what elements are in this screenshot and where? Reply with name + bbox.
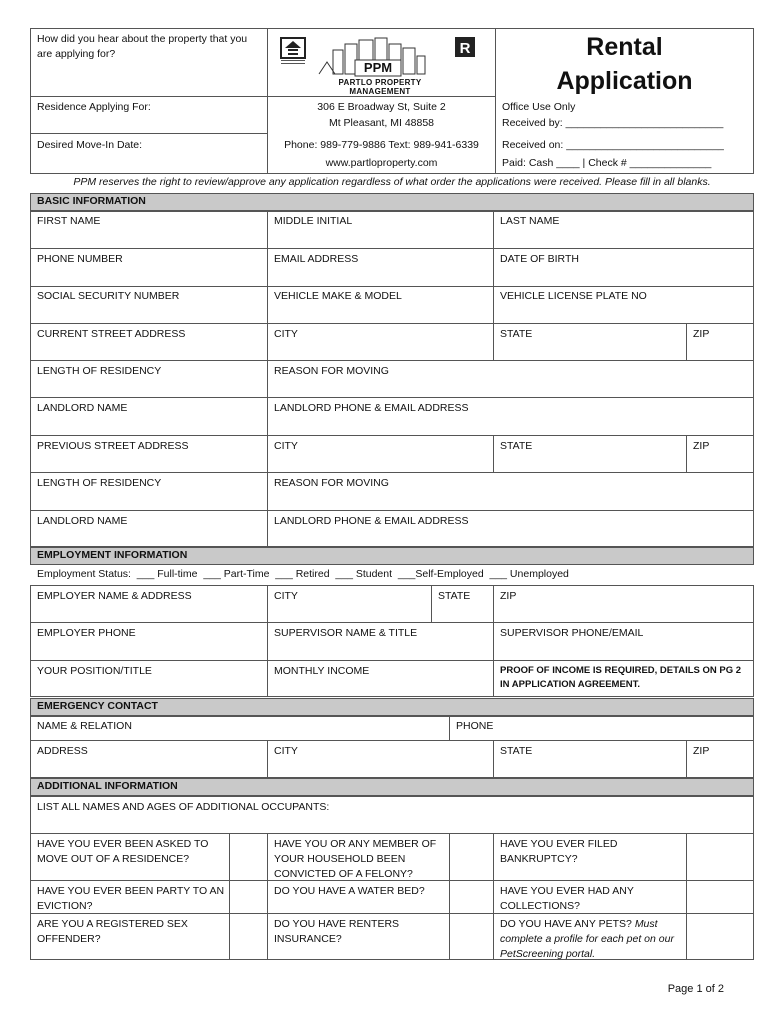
received-on: Received on: ___________________________ xyxy=(502,139,724,151)
emergency-address-field[interactable]: ADDRESS xyxy=(37,745,88,757)
emergency-name-field[interactable]: NAME & RELATION xyxy=(37,720,132,732)
supervisor-field[interactable]: SUPERVISOR NAME & TITLE xyxy=(274,627,418,639)
employment-status-line[interactable]: Employment Status: ___ Full-time ___ Part-Time ___ Retired ___ Student ___Self-Employed ___ Unemployed xyxy=(37,568,569,580)
previous-city-field[interactable]: CITY xyxy=(274,440,298,452)
vehicle-field[interactable]: VEHICLE MAKE & MODEL xyxy=(274,290,402,302)
current-length-residency-field[interactable]: LENGTH OF RESIDENCY xyxy=(37,365,162,377)
current-landlord-name-field[interactable]: LANDLORD NAME xyxy=(37,402,128,414)
previous-length-residency-field[interactable]: LENGTH OF RESIDENCY xyxy=(37,477,162,489)
additional-occupants-field[interactable]: LIST ALL NAMES AND AGES OF ADDITIONAL OCCUPANTS: xyxy=(37,801,330,813)
equal-housing-icon xyxy=(279,36,307,66)
current-city-field[interactable]: CITY xyxy=(274,328,298,340)
title-rental: Rental xyxy=(586,33,663,61)
q-move-out: HAVE YOU EVER BEEN ASKED TO MOVE OUT OF A RESIDENCE? xyxy=(37,838,209,866)
q-sex-offender: ARE YOU A REGISTERED SEX OFFENDER? xyxy=(37,918,188,946)
address-line1: 306 E Broadway St, Suite 2 xyxy=(317,101,446,113)
q-felony: HAVE YOU OR ANY MEMBER OF YOUR HOUSEHOLD BEEN CONVICTED OF A FELONY? xyxy=(274,838,437,881)
employer-phone-field[interactable]: EMPLOYER PHONE xyxy=(37,627,136,639)
desired-move-in-label: Desired Move-In Date: xyxy=(37,139,143,151)
a-move-out[interactable] xyxy=(230,834,267,880)
employer-zip-field[interactable]: ZIP xyxy=(500,590,517,602)
ppm-logo-text: PPM xyxy=(363,60,393,75)
monthly-income-field[interactable]: MONTHLY INCOME xyxy=(274,665,370,677)
email-field[interactable]: EMAIL ADDRESS xyxy=(274,253,359,265)
phone-field[interactable]: PHONE NUMBER xyxy=(37,253,123,265)
phone-line: Phone: 989-779-9886 Text: 989-941-6339 xyxy=(284,139,479,151)
notice: PPM reserves the right to review/approve any application regardless of what order the applications were received. Please fill in all blanks. xyxy=(73,176,711,188)
title-application: Application xyxy=(556,67,693,95)
realtor-icon xyxy=(454,36,476,64)
ssn-field[interactable]: SOCIAL SECURITY NUMBER xyxy=(37,290,180,302)
plate-field[interactable]: VEHICLE LICENSE PLATE NO xyxy=(500,290,647,302)
emergency-state-field[interactable]: STATE xyxy=(500,745,533,757)
emergency-phone-field[interactable]: PHONE xyxy=(456,720,494,732)
received-by: Received by: ___________________________ xyxy=(502,117,724,129)
proof-of-income-note: PROOF OF INCOME IS REQUIRED, DETAILS ON PG 2 IN APPLICATION AGREEMENT. xyxy=(500,665,742,690)
q-waterbed: DO YOU HAVE A WATER BED? xyxy=(274,885,425,897)
previous-street-field[interactable]: PREVIOUS STREET ADDRESS xyxy=(37,440,189,452)
previous-zip-field[interactable]: ZIP xyxy=(693,440,710,452)
middle-initial-field[interactable]: MIDDLE INITIAL xyxy=(274,215,353,227)
website: www.partloproperty.com xyxy=(325,157,438,169)
a-felony[interactable] xyxy=(450,834,493,880)
a-renters-insurance[interactable] xyxy=(450,914,493,960)
first-name-field[interactable]: FIRST NAME xyxy=(37,215,101,227)
emergency-zip-field[interactable]: ZIP xyxy=(693,745,710,757)
last-name-field[interactable]: LAST NAME xyxy=(500,215,560,227)
a-sex-offender[interactable] xyxy=(230,914,267,960)
hear-about-label: How did you hear about the property that you are applying for? xyxy=(37,33,248,61)
ppm-logo xyxy=(307,36,453,96)
q-pets-note: Must complete a profile for each pet on our PetScreening portal. xyxy=(500,918,674,961)
current-street-field[interactable]: CURRENT STREET ADDRESS xyxy=(37,328,186,340)
q-eviction: HAVE YOU EVER BEEN PARTY TO AN EVICTION? xyxy=(37,885,225,913)
paid-line: Paid: Cash ____ | Check # ______________ xyxy=(502,157,712,169)
q-pets-label: DO YOU HAVE ANY PETS? xyxy=(500,918,632,930)
position-field[interactable]: YOUR POSITION/TITLE xyxy=(37,665,152,677)
emergency-header: EMERGENCY CONTACT xyxy=(30,698,754,716)
a-collections[interactable] xyxy=(687,881,753,913)
residence-applying-label: Residence Applying For: xyxy=(37,101,151,113)
current-landlord-contact-field[interactable]: LANDLORD PHONE & EMAIL ADDRESS xyxy=(274,402,469,414)
employer-name-field[interactable]: EMPLOYER NAME & ADDRESS xyxy=(37,590,192,602)
svg-text:R: R xyxy=(459,40,471,57)
previous-reason-moving-field[interactable]: REASON FOR MOVING xyxy=(274,477,389,489)
a-waterbed[interactable] xyxy=(450,881,493,913)
employment-header: EMPLOYMENT INFORMATION xyxy=(30,547,754,565)
q-collections: HAVE YOU EVER HAD ANY COLLECTIONS? xyxy=(500,885,634,913)
q-pets xyxy=(494,914,686,963)
current-zip-field[interactable]: ZIP xyxy=(693,328,710,340)
q-bankruptcy: HAVE YOU EVER FILED BANKRUPTCY? xyxy=(500,838,618,866)
emergency-city-field[interactable]: CITY xyxy=(274,745,298,757)
a-eviction[interactable] xyxy=(230,881,267,913)
additional-header: ADDITIONAL INFORMATION xyxy=(30,778,754,796)
a-bankruptcy[interactable] xyxy=(687,834,753,880)
employer-state-field[interactable]: STATE xyxy=(438,590,471,602)
basic-info-header: BASIC INFORMATION xyxy=(30,193,754,211)
q-renters-insurance: DO YOU HAVE RENTERS INSURANCE? xyxy=(274,918,400,946)
previous-state-field[interactable]: STATE xyxy=(500,440,533,452)
current-state-field[interactable]: STATE xyxy=(500,328,533,340)
address-line2: Mt Pleasant, MI 48858 xyxy=(328,117,435,129)
previous-landlord-contact-field[interactable]: LANDLORD PHONE & EMAIL ADDRESS xyxy=(274,515,469,527)
a-pets[interactable] xyxy=(687,914,753,960)
page-number: Page 1 of 2 xyxy=(667,983,724,995)
previous-landlord-name-field[interactable]: LANDLORD NAME xyxy=(37,515,128,527)
employer-city-field[interactable]: CITY xyxy=(274,590,298,602)
company-name: PARTLO PROPERTY MANAGEMENT xyxy=(338,78,422,96)
current-reason-moving-field[interactable]: REASON FOR MOVING xyxy=(274,365,389,377)
supervisor-contact-field[interactable]: SUPERVISOR PHONE/EMAIL xyxy=(500,627,644,639)
dob-field[interactable]: DATE OF BIRTH xyxy=(500,253,579,265)
office-use-label: Office Use Only xyxy=(502,101,576,113)
